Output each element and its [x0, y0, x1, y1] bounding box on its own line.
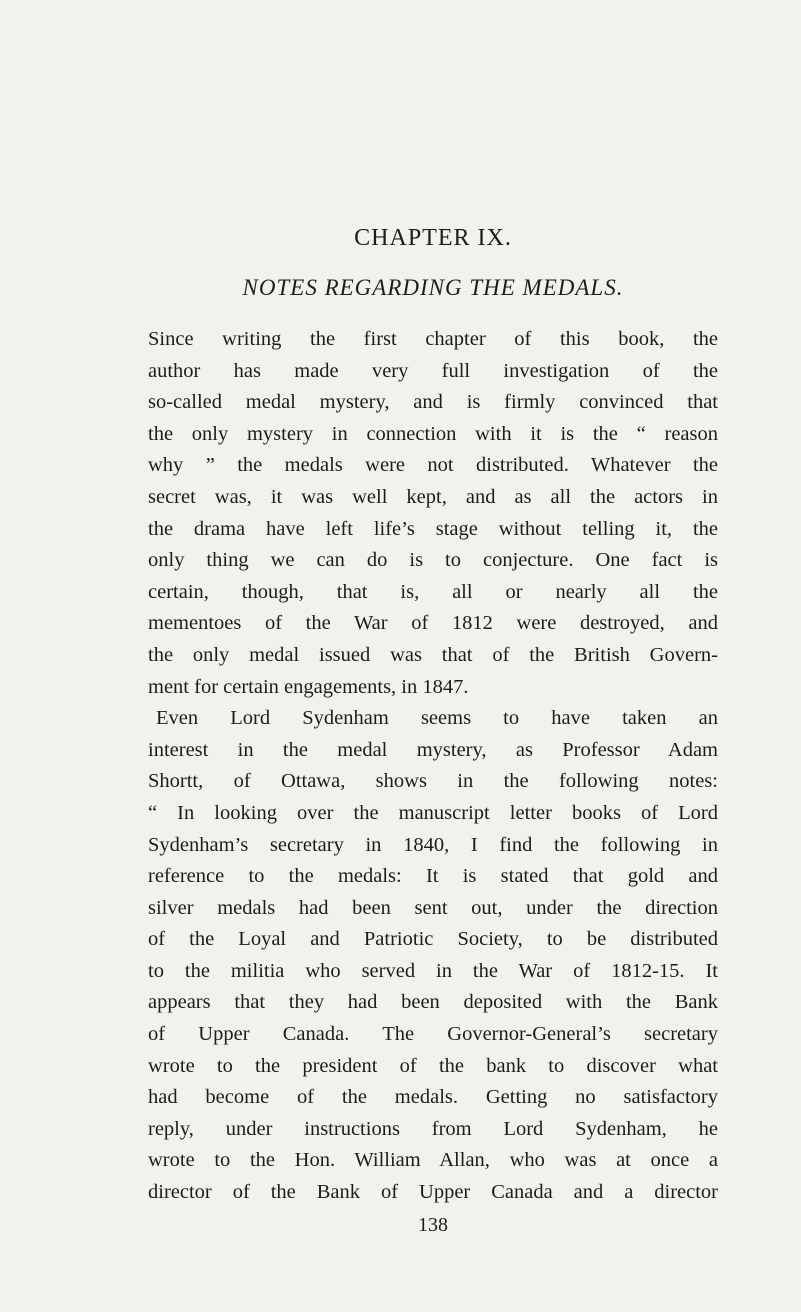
body-line: Even Lord Sydenham seems to have taken an [156, 707, 718, 730]
body-line: author has made very full investigation of the [148, 359, 718, 382]
body-line: ment for certain engagements, in 1847. [148, 675, 469, 698]
book-page [148, 222, 718, 1239]
body-line: mementoes of the War of 1812 were destroyed, and [148, 612, 718, 635]
body-line: reference to the medals: It is stated that gold and [148, 865, 718, 888]
body-line: wrote to the Hon. William Allan, who was at once a [148, 1149, 718, 1172]
body-line: director of the Bank of Upper Canada and a director [148, 1181, 718, 1204]
body-line: silver medals had been sent out, under the direction [148, 896, 718, 919]
body-line: to the militia who served in the War of 1812-15. It [148, 959, 718, 982]
body-line: only thing we can do is to conjecture. One fact is [148, 549, 718, 572]
body-line: so-called medal mystery, and is firmly convinced that [148, 391, 718, 414]
chapter-heading: CHAPTER IX. [354, 225, 512, 251]
page-number: 138 [418, 1213, 448, 1236]
body-line: of Upper Canada. The Governor-General’s secretary [148, 1023, 718, 1046]
body-line: Shortt, of Ottawa, shows in the following notes: [148, 770, 718, 793]
chapter-body [148, 324, 718, 1209]
body-line: “ In looking over the manuscript letter books of Lord [148, 801, 718, 824]
body-line: had become of the medals. Getting no satisfactory [148, 1086, 718, 1109]
chapter-title: NOTES REGARDING THE MEDALS. [242, 275, 624, 300]
body-line: wrote to the president of the bank to discover what [148, 1054, 718, 1077]
body-line: interest in the medal mystery, as Professor Adam [148, 738, 718, 761]
body-line: secret was, it was well kept, and as all the actors in [148, 485, 718, 508]
body-line: of the Loyal and Patriotic Society, to be distributed [148, 928, 718, 951]
body-line: appears that they had been deposited with the Bank [148, 991, 718, 1014]
body-line: Sydenham’s secretary in 1840, I find the following in [148, 833, 718, 856]
body-line: certain, though, that is, all or nearly all the [148, 580, 718, 603]
body-line: the only mystery in connection with it is the “ reason [148, 422, 718, 445]
body-line: why ” the medals were not distributed. Whatever the [148, 454, 718, 477]
body-line: the drama have left life’s stage without telling it, the [148, 517, 718, 540]
body-line: reply, under instructions from Lord Sydenham, he [148, 1117, 718, 1140]
body-line: Since writing the first chapter of this book, the [148, 328, 718, 350]
body-line: the only medal issued was that of the British Govern- [148, 643, 718, 666]
